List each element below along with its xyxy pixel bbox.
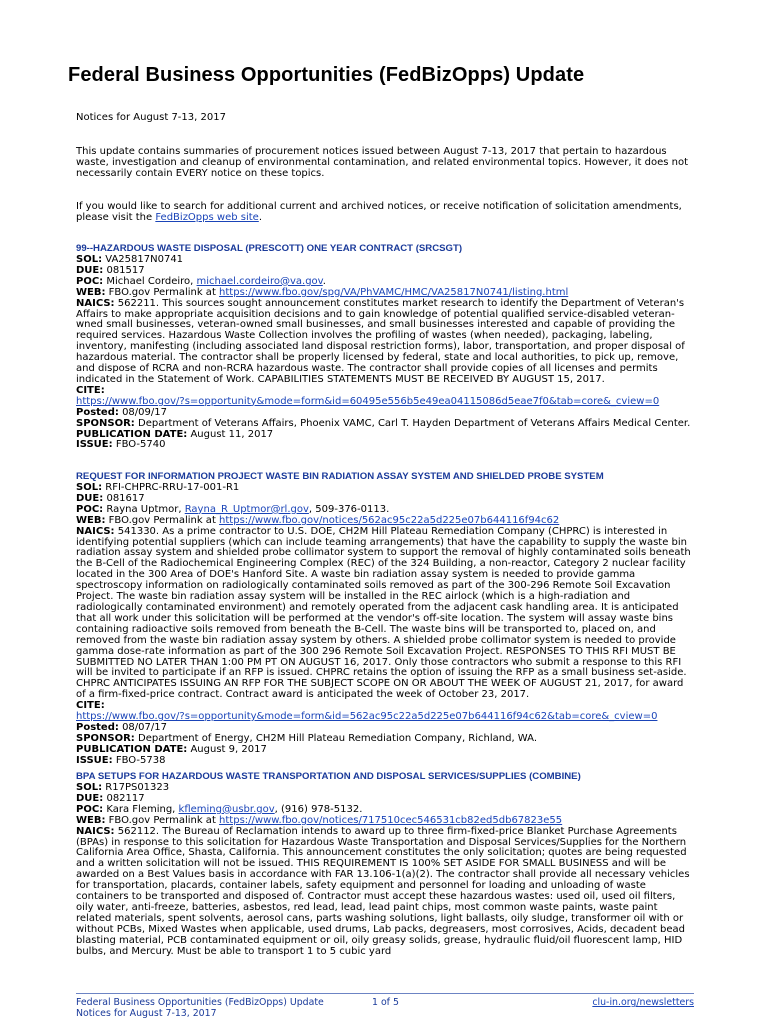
notice-title: 99--HAZARDOUS WASTE DISPOSAL (PRESCOTT) ONE YEAR CONTRACT (SRCSGT) bbox=[76, 243, 463, 254]
notice-2 bbox=[76, 471, 694, 767]
notice-due: DUE: 081617 bbox=[76, 492, 145, 504]
notice-naics: NAICS: 562112. The Bureau of Reclamation intends to award up to three firm-fixed-price Blanket Purchase Agreements (BPAs) in response to this solicitation for Hazardous Waste Transportation and Disposal Services/Supplies for the Northern California Area Office, Shasta, California. This announcement constitutes the only solicitation; quotes are being requested and a written solicitation will not be issued. THIS REQUIREMENT IS 100% SET ASIDE FOR SMALL BUSINESS and will be awarded on a Best Values basis in accordance with FAR 13.106-1(a)(2). The contractor shall provide all necessary vehicles for transportation, placards, container labels, safety equipment and personnel for loading and unloading of waste containers to be transported and disposed of. Contractor must accept these hazardous wastes: used oil, used oil filters, oily water, anti-freeze, batteries, asbestos, red lead, lead, lead paint chips, most common waste paints, waste paint related materials, spent solvents, aerosol cans, parts washing solutions, light ballasts, oily sludge, transformer oil with or without PCBs, Mixed Wastes when applicable, used drums, Lab packs, degreasers, most corrosives, Acids, decadent bead blasting material, PCB contaminated equipment or oil, oily greasy solids, grease, hydraulic fluid/oil fluorescent lamp, HID bulbs, and Mercury. Must be able to transport 1 to 5 cubic yard bbox=[76, 825, 690, 957]
notice-due: DUE: 081517 bbox=[76, 264, 145, 276]
permalink-link[interactable]: https://www.fbo.gov/notices/717510cec546531cb82ed5db67823e55 bbox=[219, 814, 563, 826]
notice-title: REQUEST FOR INFORMATION PROJECT WASTE BIN RADIATION ASSAY SYSTEM AND SHIELDED PROBE SYSTEM bbox=[76, 471, 604, 482]
search-paragraph bbox=[76, 201, 694, 223]
page-number: 1 of 5 bbox=[372, 997, 399, 1008]
notice-1 bbox=[76, 243, 694, 451]
notices-date: Notices for August 7-13, 2017 bbox=[76, 112, 226, 123]
notice-cite: CITE: https://www.fbo.gov/?s=opportunity&mode=form&id=562ac95c22a5d225e07b644116f94c62&tab=core&_cview=0 bbox=[76, 700, 658, 723]
notice-naics: NAICS: 541330. As a prime contractor to U.S. DOE, CH2M Hill Plateau Remediation Company (CHPRC) is interested in identifying potential suppliers (which can include teaming arrangements) that have the capability to supply the waste bin radiation assay system and shielded probe collimator system to support the removal of highly contaminated soils beneath the B-Cell of the Radiochemical Engineering Complex (REC) of the 324 Building, a non-reactor, Category 2 nuclear facility located in the 300 Area of DOE's Hanford Site. A waste bin radiation assay system is needed to provide gamma spectroscopy information on radiologically contaminated soils removed as part of the 300-296 Remote Soil Excavation Project. The waste bin radiation assay system will be installed in the REC airlock (which is a high-radiation and radiologically contaminated environment) and remotely operated from the adjacent cask handling area. It is anticipated that all work under this solicitation will be performed at the vendor's off-site location. The system will assay waste bins containing radioactive soils removed from beneath the B-Cell. The waste bins will be transported to, placed on, and removed from the waste bin radiation assay system by others. A shielded probe collimator system is needed to provide gamma dose-rate information as part of the 300 296 Remote Soil Excavation Project. RESPONSES TO THIS RFI MUST BE SUBMITTED NO LATER THAN 1:00 PM PT ON AUGUST 16, 2017. Only those contractors who submit a response to this RFI will be invited to participate if an RFP is issued. CHPRC retains the option of issuing the RFP as a small business set-aside. CHPRC ANTICIPATES ISSUING AN RFP FOR THE SUBJECT SCOPE ON OR ABOUT THE WEEK OF AUGUST 21, 2017, for award of a firm-fixed-price contract. Contract award is anticipated the week of October 23, 2017. bbox=[76, 525, 691, 701]
notice-posted: Posted: 08/07/17 bbox=[76, 721, 167, 733]
notice-web: WEB: FBO.gov Permalink at https://www.fbo.gov/notices/717510cec546531cb82ed5db67823e55 bbox=[76, 814, 563, 826]
page-title: Federal Business Opportunities (FedBizOpps) Update bbox=[68, 64, 585, 86]
notice-cite: CITE: https://www.fbo.gov/?s=opportunity&mode=form&id=60495e556b5e49ea04115086d5eae7f0&tab=core&_cview=0 bbox=[76, 384, 660, 407]
search-text: If you would like to search for additional current and archived notices, or receive notification of solicitation amendments, please visit the bbox=[76, 201, 682, 223]
search-end: . bbox=[258, 212, 262, 223]
intro-paragraph: This update contains summaries of procurement notices issued between August 7-13, 2017 that pertain to hazardous waste, investigation and cleanup of environmental contamination, and related environmental topics. However, it does not necessarily contain EVERY notice on these topics. bbox=[76, 146, 689, 179]
newsletters-link[interactable]: clu-in.org/newsletters bbox=[592, 997, 694, 1008]
poc-email-link[interactable]: michael.cordeiro@va.gov bbox=[196, 275, 323, 287]
footer-left bbox=[76, 997, 324, 1019]
notice-sol: SOL: R17PS01323 bbox=[76, 782, 170, 793]
cite-link[interactable]: https://www.fbo.gov/?s=opportunity&mode=form&id=60495e556b5e49ea04115086d5eae7f0&tab=core&_cview=0 bbox=[76, 395, 660, 407]
poc-email-link[interactable]: kfleming@usbr.gov bbox=[178, 803, 275, 815]
notice-poc: POC: Kara Fleming, kfleming@usbr.gov, (916) 978-5132. bbox=[76, 803, 363, 815]
notice-naics: NAICS: 562211. This sources sought announcement constitutes market research to identify the Department of Veteran's Affairs to make appropriate acquisition decisions and to gain knowledge of potential qualified service-disabled veteran-wned small businesses, veteran-owned small businesses, and small businesses interested and capable of providing the required services. Hazardous Waste Collection involves the profiling of wastes (when needed), packaging, labeling, inventory, manifesting (including associated land disposal restriction forms), labor, transportation, and proper disposal of hazardous material. The contractor shall be properly licensed by federal, state and local authorities, to pick up, remove, and dispose of RCRA and non-RCRA hazardous waste. The contractor shall provide copies of all licenses and permits indicated in the Statement of Work. CAPABILITIES STATEMENTS MUST BE RECEIVED BY AUGUST 15, 2017. bbox=[76, 297, 685, 385]
notice-web: WEB: FBO.gov Permalink at https://www.fbo.gov/notices/562ac95c22a5d225e07b644116f94c62 bbox=[76, 514, 560, 526]
permalink-link[interactable]: https://www.fbo.gov/notices/562ac95c22a5d225e07b644116f94c62 bbox=[219, 514, 560, 526]
notice-issue: ISSUE: FBO-5738 bbox=[76, 754, 166, 766]
notice-poc: POC: Michael Cordeiro, michael.cordeiro@va.gov. bbox=[76, 275, 326, 287]
notice-title: BPA SETUPS FOR HAZARDOUS WASTE TRANSPORTATION AND DISPOSAL SERVICES/SUPPLIES (COMBINE) bbox=[76, 771, 581, 782]
notice-3 bbox=[76, 771, 694, 958]
page-footer bbox=[76, 993, 694, 1019]
notice-sponsor: SPONSOR: Department of Veterans Affairs, Phoenix VAMC, Carl T. Hayden Department of Veterans Affairs Medical Center. bbox=[76, 417, 691, 429]
notice-issue: ISSUE: FBO-5740 bbox=[76, 439, 166, 451]
notice-sol: SOL: RFI-CHPRC-RRU-17-001-R1 bbox=[76, 482, 240, 493]
notice-posted: Posted: 08/09/17 bbox=[76, 406, 167, 418]
footer-title: Federal Business Opportunities (FedBizOpps) Update bbox=[76, 997, 324, 1008]
fedbizopps-link[interactable]: FedBizOpps web site bbox=[155, 212, 259, 223]
footer-dates: Notices for August 7-13, 2017 bbox=[76, 1008, 217, 1019]
cite-link[interactable]: https://www.fbo.gov/?s=opportunity&mode=form&id=562ac95c22a5d225e07b644116f94c62&tab=core&_cview=0 bbox=[76, 711, 658, 723]
notice-pubdate: PUBLICATION DATE: August 11, 2017 bbox=[76, 428, 274, 440]
notice-poc: POC: Rayna Uptmor, Rayna_R_Uptmor@rl.gov, 509-376-0113. bbox=[76, 503, 390, 515]
notice-sol: SOL: VA25817N0741 bbox=[76, 254, 184, 265]
poc-email-link[interactable]: Rayna_R_Uptmor@rl.gov bbox=[184, 503, 309, 515]
notice-due: DUE: 082117 bbox=[76, 792, 145, 804]
permalink-link[interactable]: https://www.fbo.gov/spg/VA/PhVAMC/HMC/VA25817N0741/listing.html bbox=[219, 286, 569, 298]
notice-sponsor: SPONSOR: Department of Energy, CH2M Hill Plateau Remediation Company, Richland, WA. bbox=[76, 732, 537, 744]
notice-web: WEB: FBO.gov Permalink at https://www.fbo.gov/spg/VA/PhVAMC/HMC/VA25817N0741/listing.html bbox=[76, 286, 569, 298]
notice-pubdate: PUBLICATION DATE: August 9, 2017 bbox=[76, 743, 267, 755]
